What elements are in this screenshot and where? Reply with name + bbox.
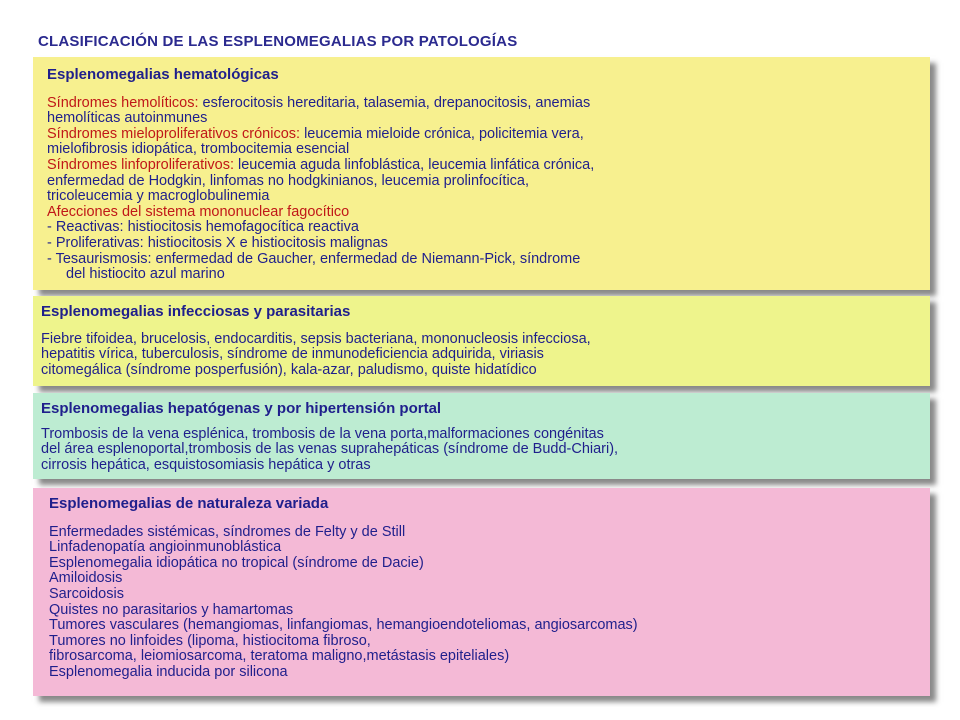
list-item: Esplenomegalia inducida por silicona [49,663,288,680]
section-heading: Esplenomegalias hematológicas [47,66,279,83]
category-label: Afecciones del sistema mononuclear fagocítico [47,203,350,220]
list-item: Sarcoidosis [49,585,124,602]
category-text: leucemia mieloide crónica, policitemia vera, [300,125,584,142]
list-item: hemolíticas autoinmunes [47,110,208,127]
section-heading: Esplenomegalias hepatógenas y por hipertensión portal [41,400,442,417]
category-label: Síndromes linfoproliferativos: [47,156,234,173]
section-heading: Esplenomegalias infecciosas y parasitarias [41,303,351,320]
list-item: Amiloidosis [49,570,123,587]
list-item: Fiebre tifoidea, brucelosis, endocarditis, sepsis bacteriana, mononucleosis infecciosa, [41,330,591,347]
list-item: Quistes no parasitarios y hamartomas [49,601,294,618]
list-item: Tumores no linfoides (lipoma, histiocitoma fibroso, [49,632,371,649]
category-text: esferocitosis hereditaria, talasemia, drepanocitosis, anemias [198,94,591,111]
list-item: hepatitis vírica, tuberculosis, síndrome de inmunodeficiencia adquirida, viriasis [41,346,544,363]
section-hepatogenas [33,393,930,479]
bullet-item: - Reactivas: histiocitosis hemofagocítica reactiva [47,219,359,236]
list-item: Enfermedades sistémicas, síndromes de Felty y de Still [49,523,406,540]
list-item: citomegálica (síndrome posperfusión), kala-azar, paludismo, quiste hidatídico [41,361,537,378]
list-item: Esplenomegalia idiopática no tropical (síndrome de Dacie) [49,554,424,571]
list-item [47,127,930,143]
category-text: leucemia aguda linfoblástica, leucemia linfática crónica, [233,156,595,173]
bullet-item: - Tesaurismosis: enfermedad de Gaucher, enfermedad de Niemann-Pick, síndrome [47,250,581,267]
page-title: CLASIFICACIÓN DE LAS ESPLENOMEGALIAS POR PATOLOGÍAS [38,33,518,50]
list-item: Trombosis de la vena esplénica, trombosis de la vena porta,malformaciones congénitas [41,425,604,442]
list-item: enfermedad de Hodgkin, linfomas no hodgkinianos, leucemia prolinfocítica, [47,172,530,189]
category-label: Síndromes hemolíticos: [47,94,199,111]
list-item [47,158,930,174]
list-item: cirrosis hepática, esquistosomiasis hepática y otras [41,456,371,473]
section-infecciosas [33,296,930,386]
category-label: Síndromes mieloproliferativos crónicos: [47,125,301,142]
section-hematologicas [33,57,930,290]
list-item: del área esplenoportal,trombosis de las venas suprahepáticas (síndrome de Budd-Chiari), [41,441,619,458]
list-item: Linfadenopatía angioinmunoblástica [49,539,282,556]
section-variada [33,488,930,696]
list-item: Tumores vasculares (hemangiomas, linfangiomas, hemangioendoteliomas, angiosarcomas) [49,617,638,634]
list-item: mielofibrosis idiopática, trombocitemia esencial [47,141,350,158]
list-item: tricoleucemia y macroglobulinemia [47,188,270,205]
bullet-item: - Proliferativas: histiocitosis X e histiocitosis malignas [47,234,388,251]
list-item [47,96,930,112]
bullet-item-continuation: del histiocito azul marino [66,266,225,283]
list-item: fibrosarcoma, leiomiosarcoma, teratoma maligno,metástasis epiteliales) [49,648,510,665]
section-heading: Esplenomegalias de naturaleza variada [49,495,329,512]
